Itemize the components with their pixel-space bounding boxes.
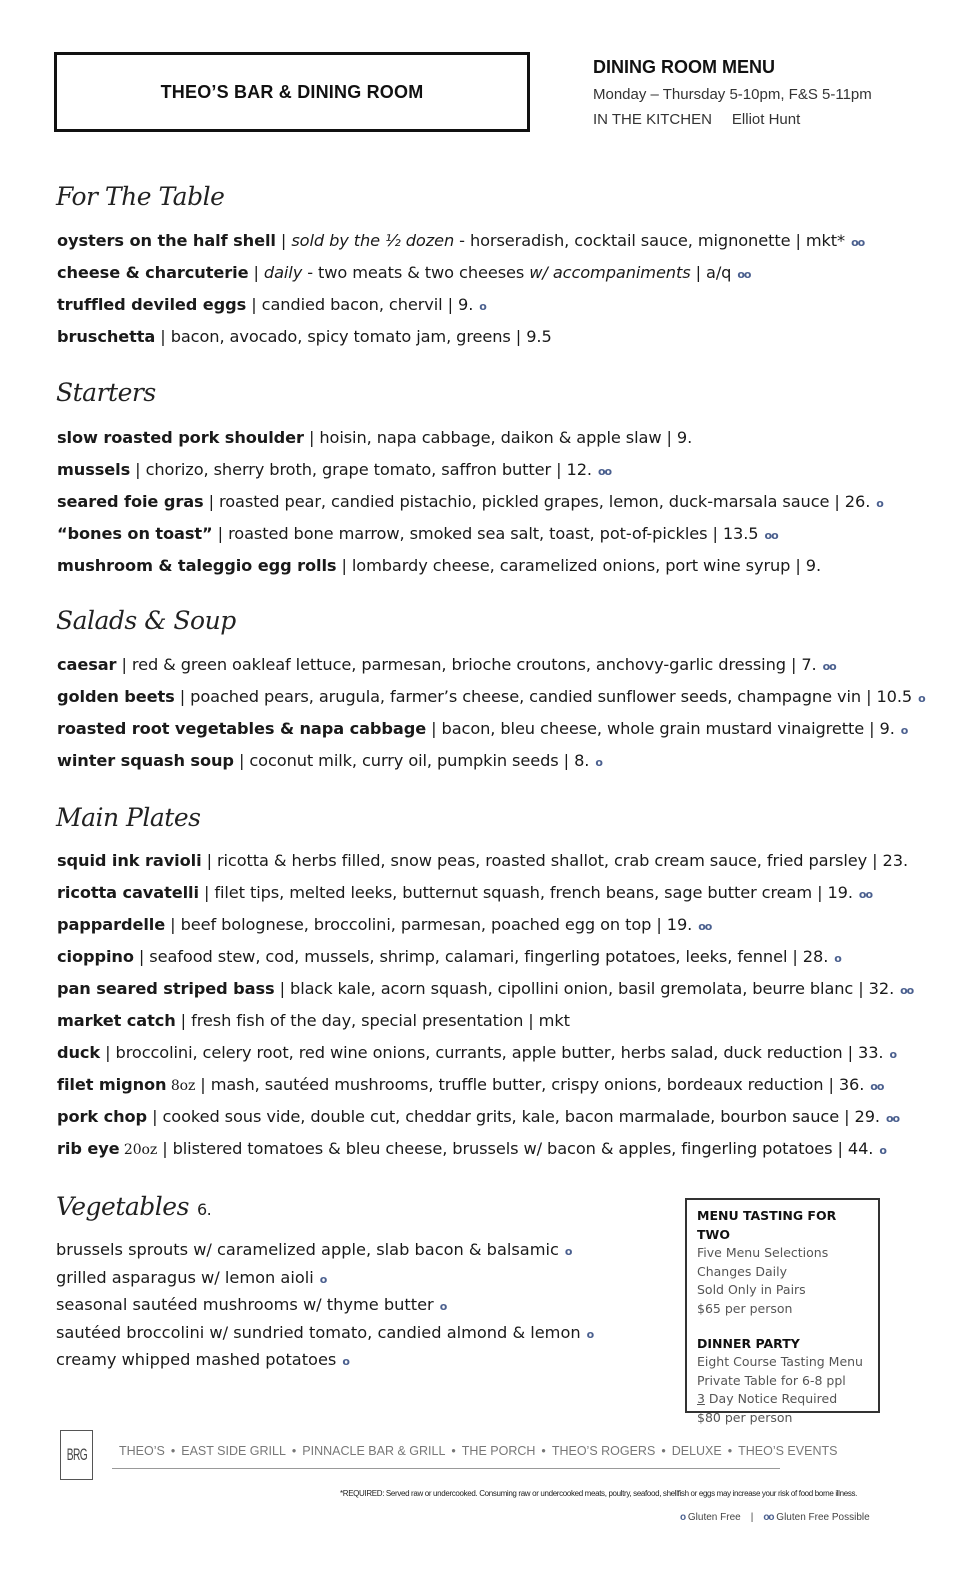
gluten-free-possible-icon: oo [851, 236, 865, 249]
bullet-separator: • [451, 1444, 456, 1458]
menu-item [57, 845, 914, 877]
gluten-free-icon: o [439, 1300, 447, 1313]
item-name: seared foie gras [57, 492, 204, 511]
item-name: winter squash soup [57, 751, 234, 770]
gluten-free-icon: o [918, 692, 925, 705]
item-separator: | [175, 1011, 192, 1030]
item-name: mushroom & taleggio egg rolls [57, 556, 337, 575]
gluten-free-possible-icon: oo [698, 920, 712, 933]
venue-link[interactable]: EAST SIDE GRILL [181, 1444, 286, 1458]
menu-item [57, 1101, 914, 1133]
dinner-party-line [697, 1390, 868, 1409]
menu-item [57, 713, 925, 745]
item-name: golden beets [57, 687, 175, 706]
item-separator: | [203, 492, 220, 511]
item-name: squid ink ravioli [57, 851, 202, 870]
menu-item [57, 225, 864, 257]
menu-name: DINING ROOM MENU [593, 57, 775, 77]
item-name: filet mignon [57, 1075, 167, 1094]
item-separator: | [174, 687, 191, 706]
starters-list [57, 422, 883, 582]
gluten-free-possible-icon: oo [885, 1112, 900, 1125]
item-separator: | [100, 1043, 116, 1062]
menu-header-info [593, 57, 872, 128]
notice-days: 3 [697, 1391, 705, 1406]
gluten-free-possible-icon: oo [822, 660, 836, 673]
item-separator: | [195, 1075, 211, 1094]
menu-item [57, 745, 925, 777]
bullet-separator: • [170, 1444, 176, 1458]
item-description: beef bolognese, broccolini, parmesan, poached egg on top | 19. [180, 915, 693, 934]
vegetable-description: brussels sprouts w/ caramelized apple, slab bacon & balsamic [56, 1240, 559, 1259]
for-the-table-list [57, 225, 864, 353]
item-name: bruschetta [57, 327, 156, 346]
gluten-free-label: Gluten Free [685, 1512, 741, 1523]
item-separator: | [198, 883, 215, 902]
item-name: ricotta cavatelli [57, 883, 199, 902]
section-heading-main-plates: Main Plates [56, 803, 201, 832]
gluten-free-icon: o [564, 1245, 572, 1258]
tasting-line: Changes Daily [697, 1263, 787, 1279]
vegetables-list [56, 1236, 593, 1374]
item-description: roasted bone marrow, smoked sea salt, toast, pot-of-pickles | 13.5 [228, 524, 759, 543]
item-note: sold by the ½ dozen [291, 231, 455, 250]
gluten-free-icon: o [342, 1355, 349, 1368]
vegetable-item [56, 1264, 593, 1292]
menu-item [57, 877, 914, 909]
gluten-free-possible-icon: oo [858, 888, 873, 901]
menu-item [57, 1069, 914, 1101]
item-name: slow roasted pork shoulder [57, 428, 304, 447]
gluten-free-possible-icon: oo [737, 268, 751, 281]
menu-item [57, 454, 883, 486]
item-separator: | [133, 947, 150, 966]
vegetables-price: 6. [196, 1200, 212, 1219]
item-name: duck [57, 1043, 101, 1062]
dinner-party-title: DINNER PARTY [697, 1336, 800, 1351]
item-separator: | [246, 295, 262, 314]
item-name: pork chop [57, 1107, 148, 1126]
menu-item [57, 681, 925, 713]
logo-text: BRG [66, 1445, 87, 1464]
opening-hours: Monday – Thursday 5-10pm, F&S 5-11pm [593, 86, 872, 103]
item-description: ricotta & herbs filled, snow peas, roasted shallot, crab cream sauce, fried parsley | 23. [216, 851, 908, 870]
item-separator: | [165, 915, 181, 934]
gluten-free-icon: o [900, 724, 908, 737]
vegetable-item [56, 1346, 593, 1374]
item-separator: | [275, 231, 292, 250]
tasting-price: $65 per person [697, 1300, 793, 1316]
vegetable-item [56, 1236, 593, 1264]
gluten-free-possible-icon: oo [597, 465, 612, 478]
venue-list [119, 1444, 837, 1458]
gluten-free-icon: o [879, 1144, 886, 1157]
vegetable-item [56, 1291, 593, 1319]
legend-divider: | [750, 1512, 754, 1523]
item-separator: | [130, 460, 146, 479]
section-heading-vegetables [56, 1192, 211, 1221]
item-description: seafood stew, cod, mussels, shrimp, calamari, fingerling potatoes, leeks, fennel | 28. [149, 947, 829, 966]
item-name: cioppino [57, 947, 134, 966]
item-description: black kale, acorn squash, cipollini onion, basil gremolata, beurre blanc | 32. [290, 979, 895, 998]
vegetable-description: seasonal sautéed mushrooms w/ thyme butter [56, 1295, 434, 1314]
menu-item [57, 518, 883, 550]
main-plates-list [57, 845, 914, 1165]
item-description: broccolini, celery root, red wine onions, currants, apple butter, herbs salad, duck reduction | 33. [115, 1043, 884, 1062]
gluten-free-icon: o [876, 497, 883, 510]
gluten-free-icon: o [889, 1048, 897, 1061]
item-separator: | [233, 751, 250, 770]
vegetable-description: creamy whipped mashed potatoes [56, 1350, 337, 1369]
item-name: cheese & charcuterie [57, 263, 249, 282]
vegetable-description: grilled asparagus w/ lemon aioli [56, 1267, 314, 1287]
item-note: daily [263, 263, 303, 282]
item-description: mash, sautéed mushrooms, truffle butter, crispy onions, bordeaux reduction | 36. [210, 1075, 865, 1094]
menu-item [57, 1005, 914, 1037]
item-price: | a/q [690, 263, 732, 282]
tasting-line: Five Menu Selections [697, 1245, 829, 1260]
menu-item [57, 321, 864, 353]
gluten-free-possible-icon: oo [900, 984, 914, 997]
item-name: pappardelle [57, 915, 166, 934]
item-separator: | [212, 524, 229, 543]
venue-link[interactable]: DELUXE [671, 1444, 722, 1458]
venue-link[interactable]: THE PORCH [461, 1444, 536, 1458]
footer-divider [112, 1468, 780, 1469]
venue-link[interactable]: THEO’S EVENTS [738, 1444, 838, 1458]
gluten-free-possible-icon: oo [764, 529, 778, 542]
kitchen-credit [593, 111, 872, 128]
menu-item [57, 909, 914, 941]
item-description: lombardy cheese, caramelized onions, port wine syrup | 9. [351, 556, 822, 575]
item-name: pan seared striped bass [57, 979, 275, 998]
tasting-title: MENU TASTING FOR TWO [697, 1208, 837, 1242]
item-description: filet tips, melted leeks, butternut squash, french beans, sage butter cream | 19. [214, 883, 853, 902]
item-separator: | [201, 851, 217, 870]
item-name: market catch [57, 1011, 176, 1030]
vegetable-item [56, 1319, 593, 1347]
restaurant-name: THEO’S BAR & DINING ROOM [160, 81, 424, 102]
item-description: candied bacon, chervil | 9. [261, 295, 474, 314]
tasting-line: Sold Only in Pairs [697, 1282, 806, 1297]
gluten-free-icon: o [319, 1272, 327, 1286]
item-description: bacon, avocado, spicy tomato jam, greens | 9.5 [170, 327, 552, 346]
bullet-separator: • [727, 1444, 733, 1458]
gluten-free-icon: o [586, 1327, 594, 1341]
item-description: bacon, bleu cheese, whole grain mustard vinaigrette | 9. [441, 719, 895, 738]
menu-item [57, 422, 883, 454]
item-name: oysters on the half shell [57, 231, 276, 250]
notice-text: Day Notice Required [704, 1391, 838, 1406]
dinner-party-line: Eight Course Tasting Menu [697, 1354, 863, 1369]
item-description: roasted pear, candied pistachio, pickled grapes, lemon, duck-marsala sauce | 26. [219, 492, 871, 511]
item-name: rib eye [57, 1139, 120, 1158]
gluten-free-possible-icon: oo [870, 1080, 884, 1093]
item-separator: | [147, 1107, 163, 1126]
restaurant-title-box [54, 52, 530, 132]
item-name: mussels [57, 460, 131, 479]
bullet-separator: • [541, 1444, 546, 1458]
item-description: coconut milk, curry oil, pumpkin seeds | 8. [249, 751, 590, 770]
menu-item [57, 257, 864, 289]
item-separator: | [116, 655, 132, 674]
gluten-free-icon: o [680, 1512, 686, 1523]
raw-food-disclaimer: *REQUIRED: Served raw or undercooked. Consuming raw or undercooked meats, poultry, seafood, shellfish or eggs may increase your risk of food borne illness. [340, 1489, 857, 1498]
item-description: cooked sous vide, double cut, cheddar grits, kale, bacon marmalade, bourbon sauce | 29. [162, 1107, 880, 1126]
item-size: 20oz [119, 1142, 158, 1158]
dinner-party-line: Private Table for 6-8 ppl [697, 1372, 846, 1388]
menu-item [57, 289, 864, 321]
item-description: chorizo, sherry broth, grape tomato, saffron butter | 12. [145, 460, 592, 479]
item-separator: | [155, 327, 171, 346]
venue-link[interactable]: THEO’S ROGERS [551, 1444, 656, 1458]
brg-logo [60, 1430, 93, 1480]
item-name: “bones on toast” [57, 524, 213, 543]
menu-item [57, 1133, 914, 1165]
item-name: truffled deviled eggs [57, 295, 247, 314]
item-description: blistered tomatoes & bleu cheese, brussels w/ bacon & apples, fingerling potatoes | 44. [172, 1139, 874, 1158]
gluten-free-icon: o [595, 756, 602, 769]
dinner-party-price: $80 per person [697, 1409, 793, 1425]
specials-box [685, 1198, 880, 1425]
item-description: - two meats & two cheeses [302, 263, 530, 282]
menu-item [57, 973, 914, 1005]
gluten-legend [680, 1512, 870, 1523]
gluten-free-icon: o [479, 300, 486, 313]
menu-item [57, 550, 883, 582]
menu-item [57, 1037, 914, 1069]
kitchen-label: IN THE KITCHEN [593, 111, 712, 128]
item-separator: | [303, 428, 320, 447]
item-description: red & green oakleaf lettuce, parmesan, brioche croutons, anchovy-garlic dressing | 7. [131, 655, 817, 674]
item-separator: | [336, 556, 352, 575]
section-heading-salads-soup: Salads & Soup [56, 606, 236, 635]
venue-link[interactable]: PINNACLE BAR & GRILL [302, 1444, 446, 1458]
item-separator: | [426, 719, 442, 738]
gluten-free-possible-icon: oo [763, 1512, 774, 1523]
menu-item [57, 486, 883, 518]
item-description: hoisin, napa cabbage, daikon & apple slaw | 9. [319, 428, 693, 447]
item-description: - horseradish, cocktail sauce, mignonette | mkt* [454, 231, 846, 250]
section-heading-for-the-table: For The Table [56, 182, 225, 211]
item-note: w/ accompaniments [529, 263, 691, 282]
item-size: 8oz [166, 1078, 196, 1094]
salads-soup-list [57, 649, 925, 777]
item-description: fresh fish of the day, special presentation | mkt [191, 1011, 570, 1030]
item-separator: | [157, 1139, 173, 1158]
menu-item [57, 649, 925, 681]
item-description: poached pears, arugula, farmer’s cheese, candied sunflower seeds, champagne vin | 10.5 [190, 687, 913, 706]
vegetable-description: sautéed broccolini w/ sundried tomato, candied almond & lemon [56, 1322, 581, 1342]
item-separator: | [248, 263, 264, 282]
chef-name: Elliot Hunt [731, 111, 801, 128]
item-separator: | [274, 979, 291, 998]
item-name: caesar [57, 655, 117, 674]
menu-item [57, 941, 914, 973]
bullet-separator: • [661, 1444, 666, 1458]
gluten-free-icon: o [834, 952, 841, 965]
item-name: roasted root vegetables & napa cabbage [57, 719, 427, 738]
venue-link[interactable]: THEO’S [119, 1444, 165, 1458]
bullet-separator: • [291, 1444, 297, 1458]
gluten-free-possible-label: Gluten Free Possible [773, 1512, 870, 1523]
section-heading-starters: Starters [56, 378, 156, 407]
vegetables-heading-text: Vegetables [56, 1192, 189, 1221]
